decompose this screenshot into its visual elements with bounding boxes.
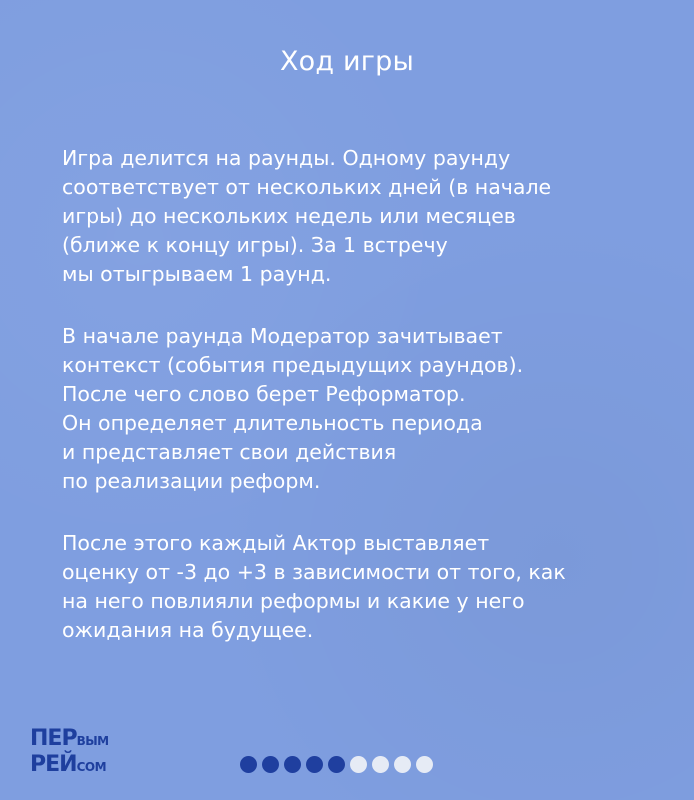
- pagination-dot[interactable]: [350, 756, 367, 773]
- logo-line: [30, 753, 109, 779]
- logo-text: СОМ: [76, 760, 107, 774]
- page-title: Ход игры: [279, 46, 415, 77]
- text-line: ожидания на будущее.: [62, 618, 314, 642]
- text-line: (ближе к концу игры). За 1 встречу: [62, 233, 448, 257]
- text-line: и представляет свои действия: [62, 440, 397, 464]
- text-line: После чего слово берет Реформатор.: [62, 382, 466, 406]
- text-line: оценку от -3 до +3 в зависимости от того, как: [62, 560, 566, 584]
- pagination-dot[interactable]: [328, 756, 345, 773]
- text-line: После этого каждый Актор выставляет: [62, 531, 490, 555]
- text-line: по реализации реформ.: [62, 469, 321, 493]
- logo-text: ВЫМ: [76, 734, 109, 748]
- text-line: Игра делится на раунды. Одному раунду: [62, 146, 511, 170]
- brand-logo: [30, 727, 109, 779]
- text-line: Он определяет длительность периода: [62, 411, 483, 435]
- text-line: игры) до нескольких недель или месяцев: [62, 204, 516, 228]
- text-line: контекст (события предыдущих раундов).: [62, 353, 524, 377]
- pagination-dot[interactable]: [262, 756, 279, 773]
- pagination-dot[interactable]: [240, 756, 257, 773]
- paragraph: [62, 322, 662, 496]
- pagination-dot[interactable]: [372, 756, 389, 773]
- text-line: В начале раунда Модератор зачитывает: [62, 324, 503, 348]
- pagination-dots[interactable]: [240, 756, 433, 773]
- pagination-dot[interactable]: [416, 756, 433, 773]
- paragraph: [62, 529, 662, 645]
- pagination-dot[interactable]: [284, 756, 301, 773]
- logo-line: [30, 727, 109, 753]
- text-line: мы отыгрываем 1 раунд.: [62, 262, 332, 286]
- pagination-dot[interactable]: [306, 756, 323, 773]
- pagination-dot[interactable]: [394, 756, 411, 773]
- text-line: соответствует от нескольких дней (в начале: [62, 175, 552, 199]
- paragraph: [62, 144, 662, 289]
- body-text: [62, 144, 662, 678]
- text-line: на него повлияли реформы и какие у него: [62, 589, 525, 613]
- logo-text: ПЕР: [30, 726, 77, 751]
- logo-text: РЕЙ: [30, 752, 77, 777]
